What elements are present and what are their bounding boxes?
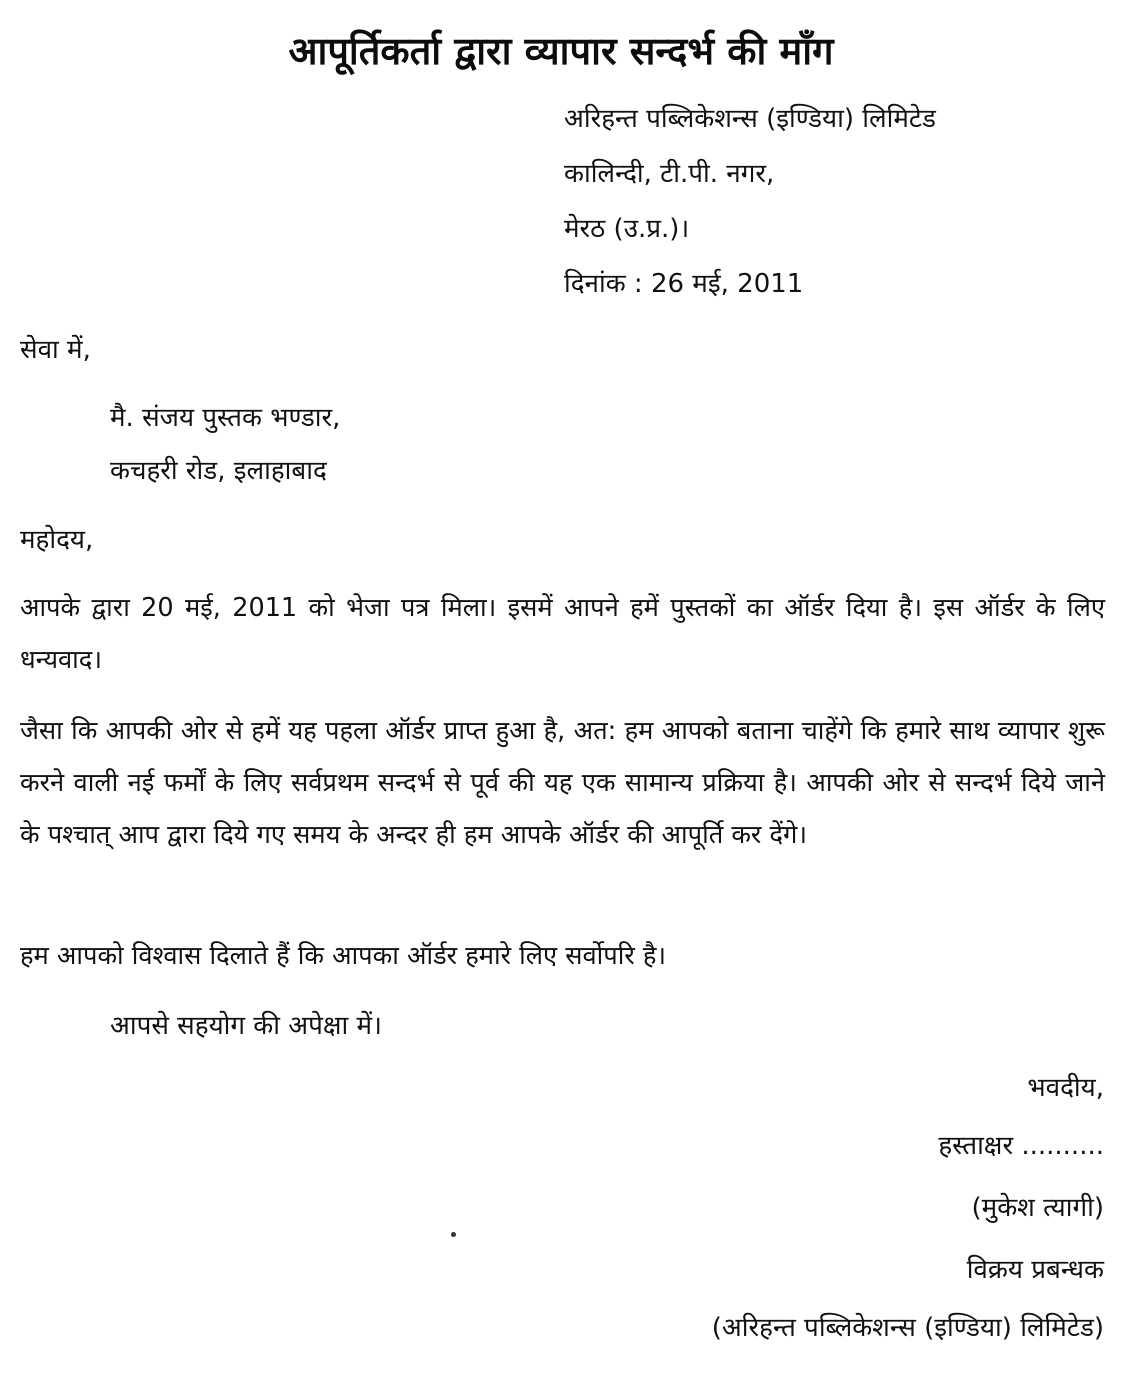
body-paragraph: जैसा कि आपकी ओर से हमें यह पहला ऑर्डर प्राप्त हुआ है, अत: हम आपको बताना चाहेंगे कि हमारे साथ व्यापार शुरू करने वाली नई फर्मों के लिए सर्वप्रथम सन्दर्भ से पूर्व की यह एक सामान्य प्रक्रिया है। आपकी ओर से सन्दर्भ दिये जाने के पश्चात् आप द्वारा दिये गए समय के अन्दर ही हम आपके ऑर्डर की आपूर्ति कर देंगे। <box>20 716 1105 850</box>
sender-company: अरिहन्त पब्लिकेशन्स (इण्डिया) लिमिटेड <box>564 104 936 134</box>
greeting: महोदय, <box>20 525 94 555</box>
letter-title: आपूर्तिकर्ता द्वारा व्यापार सन्दर्भ की माँग <box>288 29 834 73</box>
signatory-company: (अरिहन्त पब्लिकेशन्स (इण्डिया) लिमिटेड) <box>711 1313 1104 1343</box>
recipient-address <box>110 392 340 498</box>
closing-line: आपसे सहयोग की अपेक्षा में। <box>110 1011 382 1041</box>
signature-yours: भवदीय, <box>1027 1073 1104 1103</box>
sender-street: कालिन्दी, टी.पी. नगर, <box>564 159 775 189</box>
sender-address <box>564 92 1104 312</box>
letter-date: दिनांक : 26 मई, 2011 <box>564 269 804 299</box>
signatory-designation: विक्रय प्रबन्धक <box>966 1255 1104 1285</box>
scan-speck <box>451 1232 456 1237</box>
recipient-street: कचहरी रोड, इलाहाबाद <box>110 456 327 486</box>
body-paragraph: आपके द्वारा 20 मई, 2011 को भेजा पत्र मिला। इसमें आपने हमें पुस्तकों का ऑर्डर दिया है। इस ऑर्डर के लिए धन्यवाद। <box>20 593 1105 675</box>
body-paragraph: हम आपको विश्वास दिलाते हैं कि आपका ऑर्डर हमारे लिए सर्वोपरि है। <box>20 941 667 971</box>
signatory-name: (मुकेश त्यागी) <box>971 1193 1104 1223</box>
to-label: सेवा में, <box>20 335 91 365</box>
sender-city: मेरठ (उ.प्र.)। <box>564 214 690 244</box>
signature-line: हस्ताक्षर .......... <box>938 1131 1104 1161</box>
recipient-name: मै. संजय पुस्तक भण्डार, <box>110 403 341 433</box>
